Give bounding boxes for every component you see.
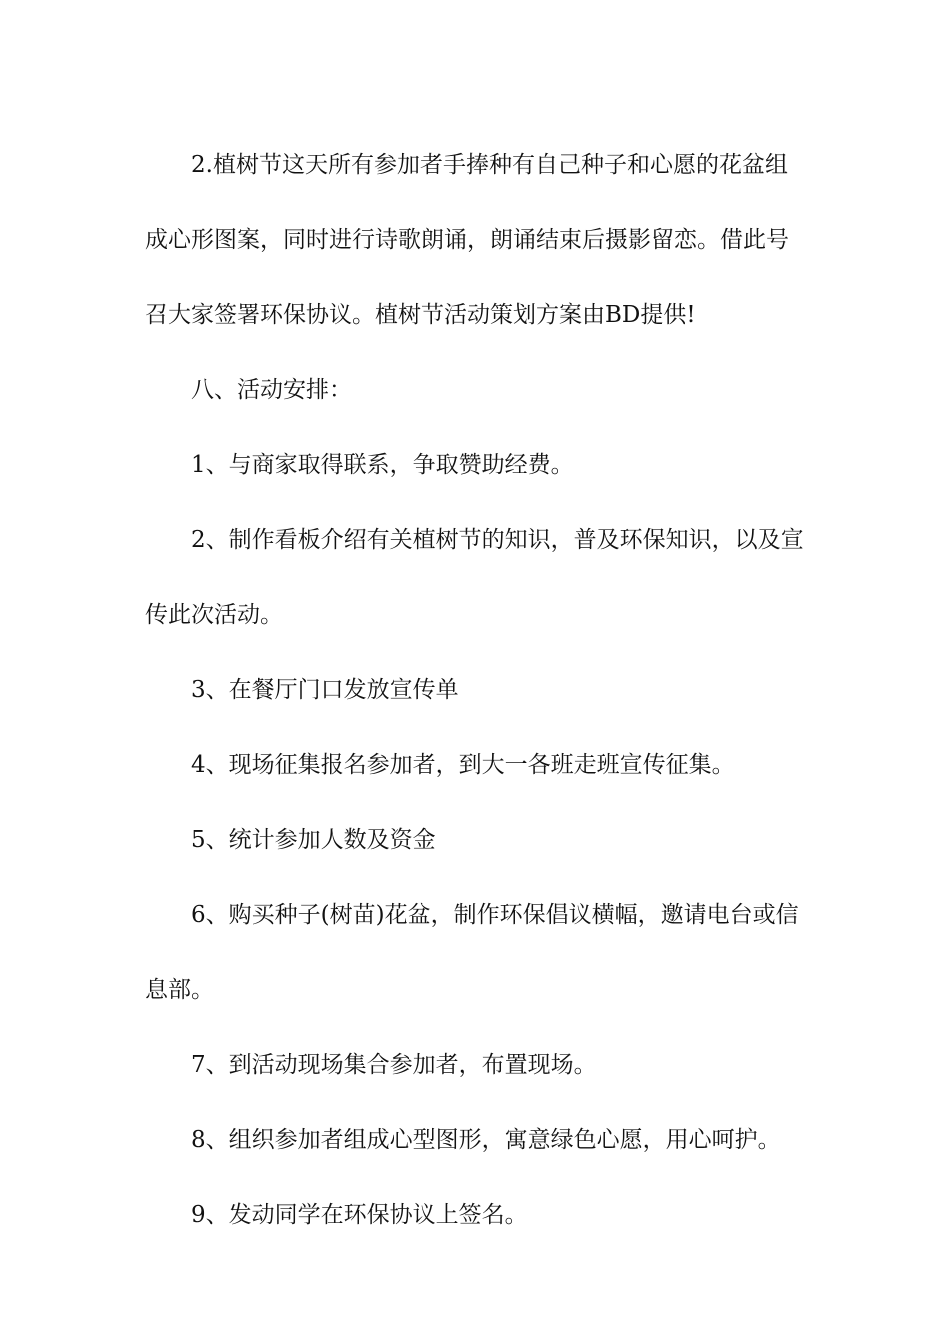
list-item-9: 9、发动同学在环保协议上签名。	[191, 1202, 528, 1228]
list-item-8: 8、组织参加者组成心型图形，寓意绿色心愿，用心呵护。	[191, 1127, 781, 1153]
list-item-6: 6、购买种子(树苗)花盆，制作环保倡议横幅，邀请电台或信息部。	[145, 902, 799, 1003]
list-item-3: 3、在餐厅门口发放宣传单	[191, 677, 459, 703]
list-item-7: 7、到活动现场集合参加者，布置现场。	[191, 1052, 597, 1078]
document-body	[145, 128, 810, 1253]
list-item-2: 2、制作看板介绍有关植树节的知识，普及环保知识，以及宣传此次活动。	[145, 527, 804, 628]
list-item-5: 5、统计参加人数及资金	[191, 827, 436, 853]
list-item-4: 4、现场征集报名参加者，到大一各班走班宣传征集。	[191, 752, 735, 778]
list-item-1: 1、与商家取得联系，争取赞助经费。	[191, 452, 574, 478]
paragraph-1: 2.植树节这天所有参加者手捧种有自己种子和心愿的花盆组成心形图案，同时进行诗歌朗诵，朗诵结束后摄影留恋。借此号召大家签署环保协议。植树节活动策划方案由BD提供!	[145, 152, 789, 328]
section-heading: 八、活动安排：	[191, 377, 352, 403]
